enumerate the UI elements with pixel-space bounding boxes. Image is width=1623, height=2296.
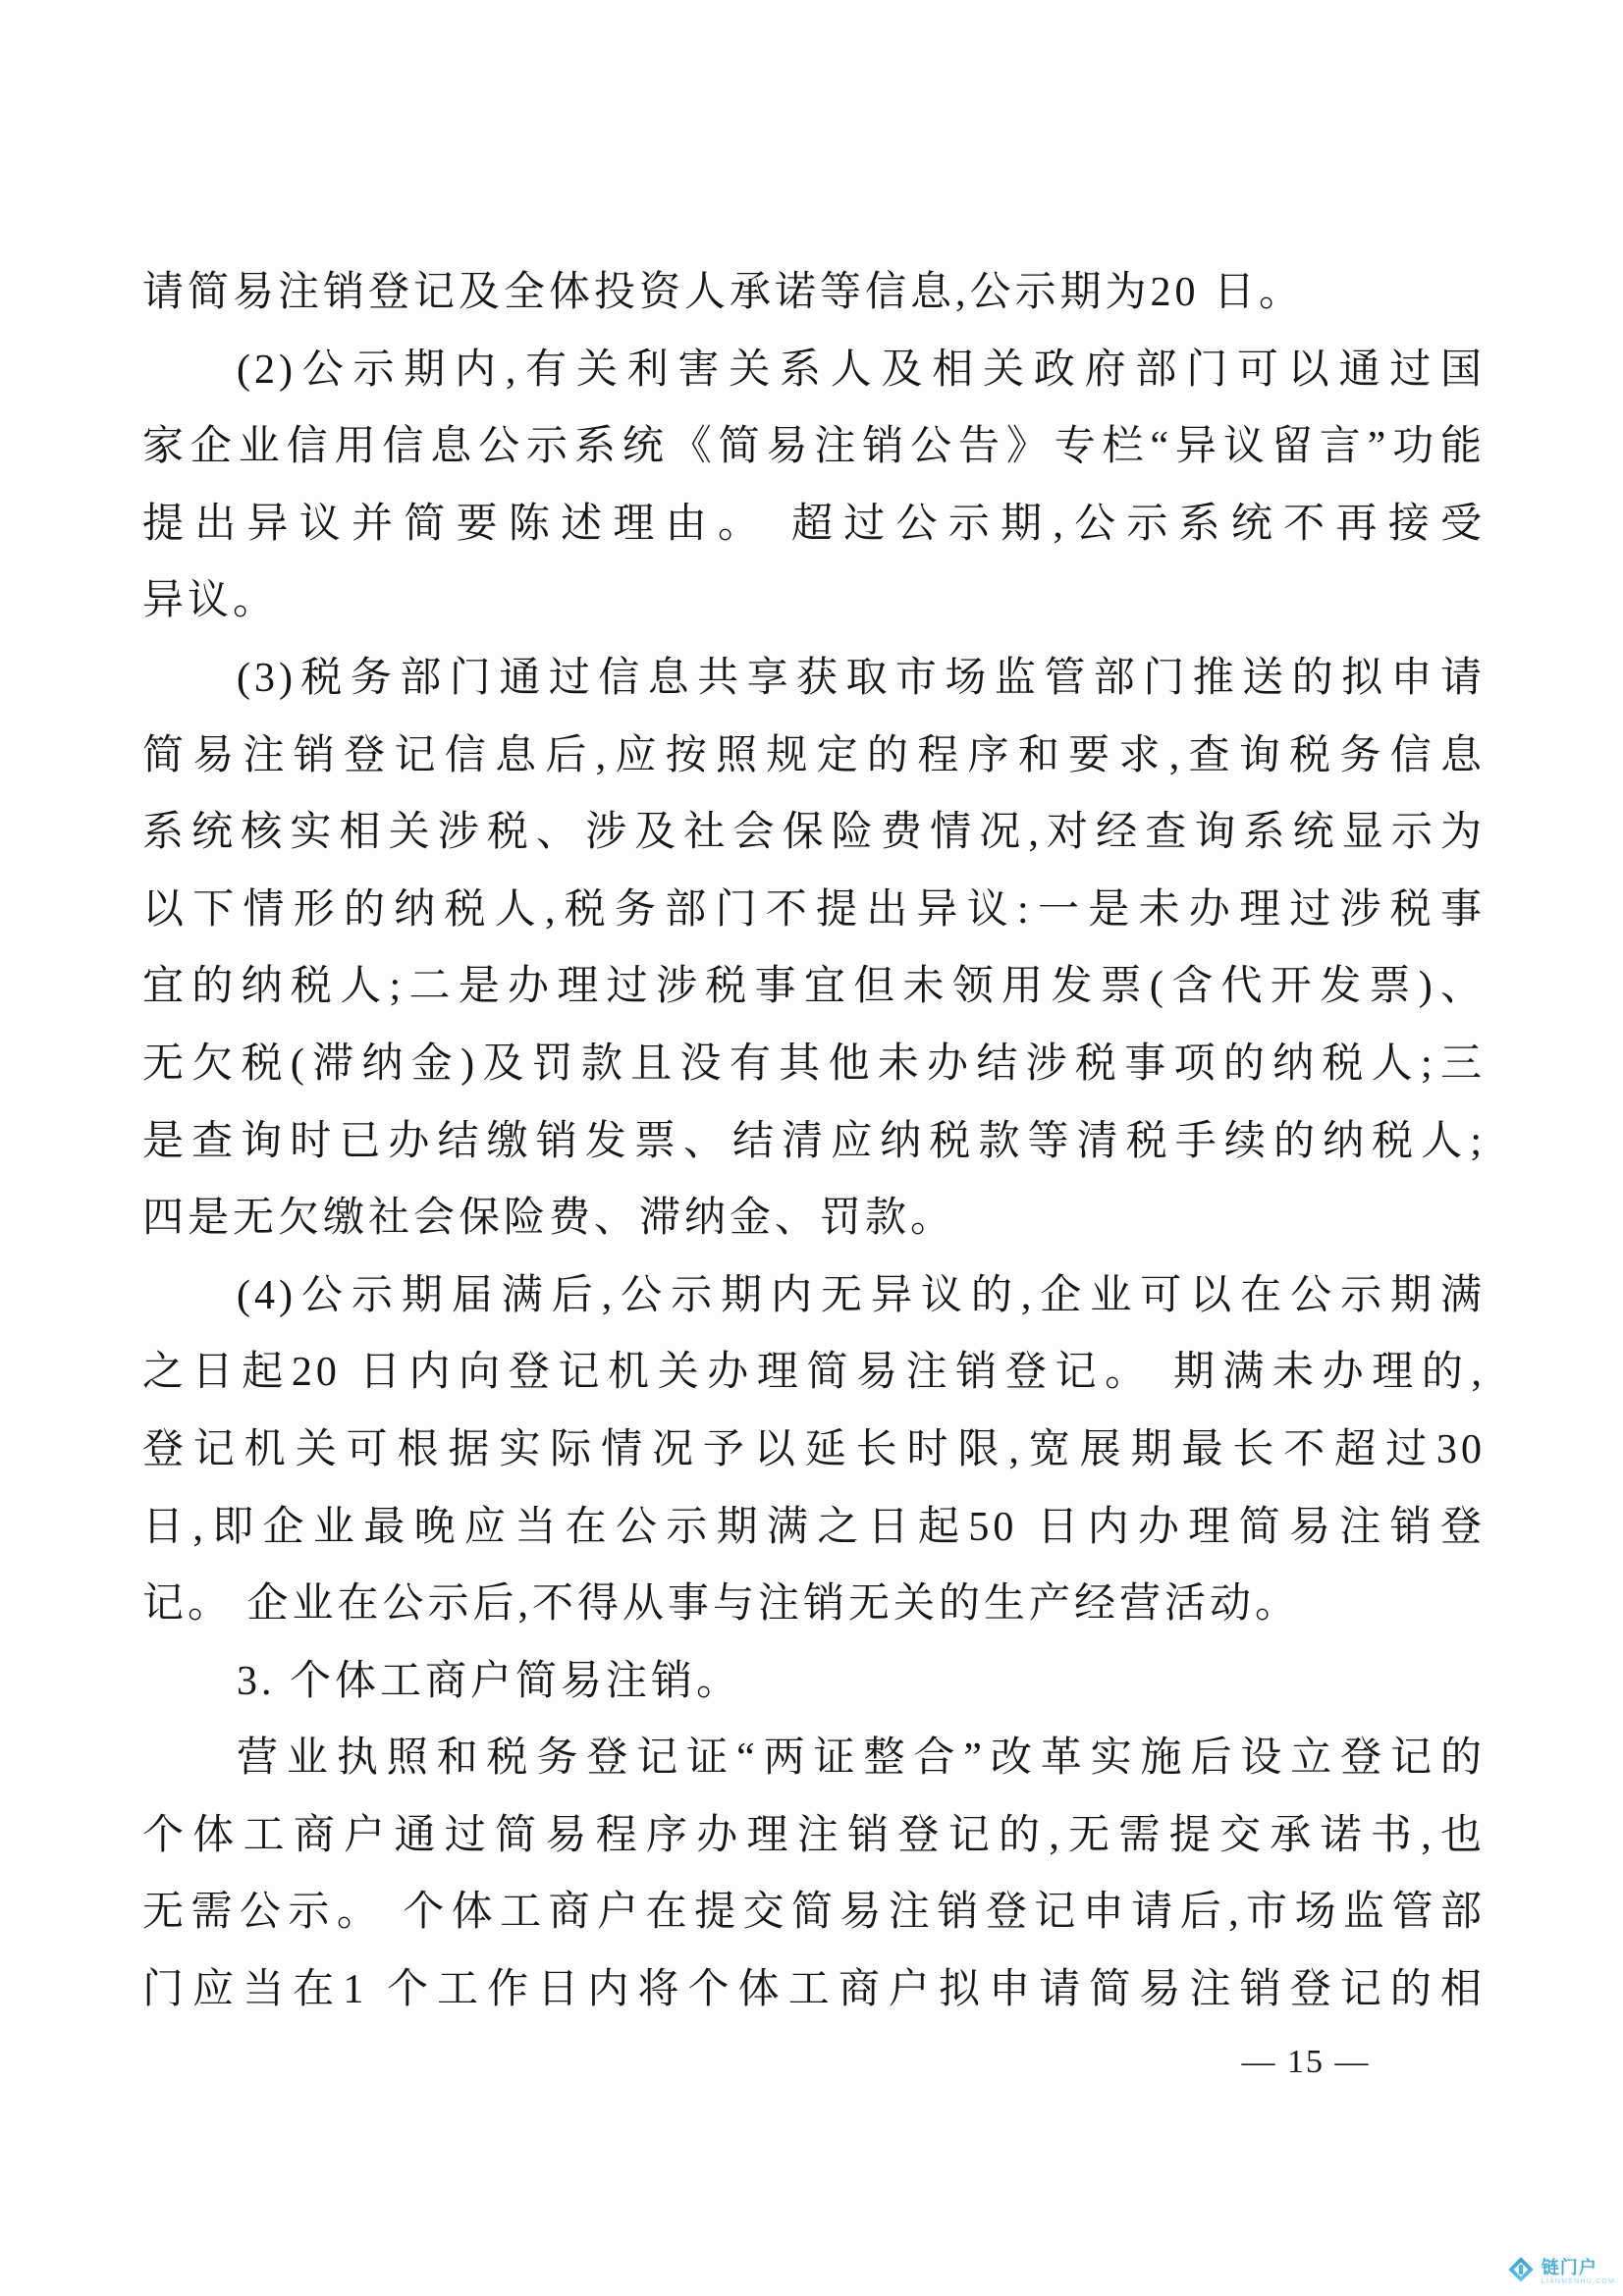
text-line-10: 宜的纳税人;二是办理过涉税事宜但未领用发票(含代开发票)、 — [142, 964, 1486, 1010]
text-line-18: 记。 企业在公示后,不得从事与注销无关的生产经营活动。 — [142, 1581, 1301, 1628]
text-line-20: 营业执照和税务登记证“两证整合”改革实施后设立登记的 — [237, 1735, 1486, 1782]
text-line-4: 提出异议并简要陈述理由。 超过公示期,公示系统不再接受 — [142, 501, 1486, 547]
text-line-13: 四是无欠缴社会保险费、滞纳金、罚款。 — [142, 1196, 956, 1242]
text-line-21: 个体工商户通过简易程序办理注销登记的,无需提交承诺书,也 — [142, 1812, 1486, 1858]
text-line-3: 家企业信用信息公示系统《简易注销公告》专栏“异议留言”功能 — [142, 424, 1486, 470]
page-number: — 15 — — [1241, 2044, 1371, 2080]
text-line-12: 是查询时已办结缴销发票、结清应纳税款等清税手续的纳税人; — [142, 1118, 1486, 1164]
watermark-brand: 链门户 — [1541, 2258, 1597, 2277]
text-line-15: 之日起20 日内向登记机关办理简易注销登记。 期满未办理的, — [142, 1350, 1486, 1396]
lianmenhu-logo-icon — [1505, 2254, 1537, 2290]
text-line-16: 登记机关可根据实际情况予以延长时限,宽展期最长不超过30 — [142, 1426, 1486, 1472]
text-line-7: 简易注销登记信息后,应按照规定的程序和要求,查询税务信息 — [142, 732, 1486, 778]
text-line-19: 3. 个体工商户简易注销。 — [237, 1658, 742, 1704]
text-line-17: 日,即企业最晚应当在公示期满之日起50 日内办理简易注销登 — [142, 1504, 1486, 1550]
text-line-23: 门应当在1 个工作日内将个体工商户拟申请简易注销登记的相 — [142, 1967, 1486, 2013]
text-line-8: 系统核实相关涉税、涉及社会保险费情况,对经查询系统显示为 — [142, 810, 1486, 856]
text-line-1: 请简易注销登记及全体投资人承诺等信息,公示期为20 日。 — [142, 270, 1305, 315]
text-line-14: (4)公示期届满后,公示期内无异议的,企业可以在公示期满 — [237, 1272, 1486, 1318]
watermark — [1505, 2254, 1615, 2290]
watermark-domain: LIANMENHU.COM — [1541, 2278, 1615, 2285]
text-line-11: 无欠税(滞纳金)及罚款且没有其他未办结涉税事项的纳税人;三 — [142, 1041, 1486, 1087]
text-line-9: 以下情形的纳税人,税务部门不提出异议:一是未办理过涉税事 — [142, 886, 1486, 933]
text-line-2: (2)公示期内,有关利害关系人及相关政府部门可以通过国 — [237, 347, 1486, 393]
text-line-6: (3)税务部门通过信息共享获取市场监管部门推送的拟申请 — [237, 655, 1486, 701]
text-line-5: 异议。 — [142, 578, 279, 624]
body-text — [142, 254, 1486, 2029]
text-line-22: 无需公示。 个体工商户在提交简易注销登记申请后,市场监管部 — [142, 1890, 1486, 1936]
